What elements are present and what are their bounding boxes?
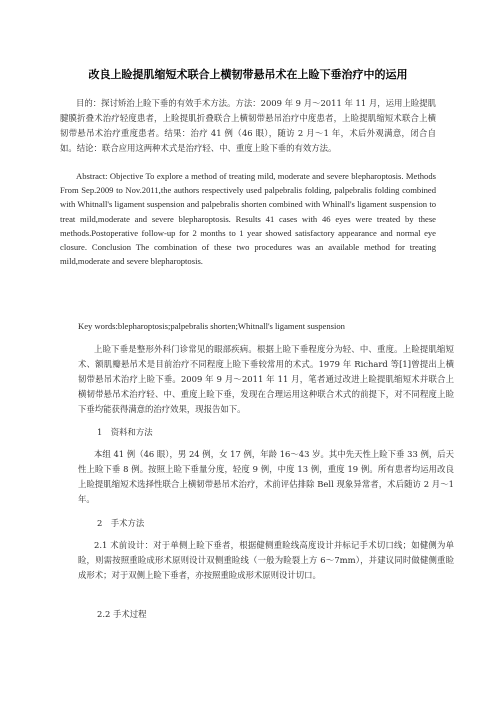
section-1-body: 本组 41 例（46 眼），男 24 例，女 17 例，年龄 16～43 岁。其中先天性上睑下垂 33 例，后天性上睑下垂 8 例。按照上睑下垂量分度，轻度 9 例，中度 13 例，重度 19 例。所有患者均运用改良上睑提肌缩短术选择性联合上横韧带悬吊术治疗，术前评估排除 Bell 现象异常者，术后随访 2 月～1 年。 <box>78 449 454 504</box>
section-1-heading: 1 资料和方法 <box>97 427 153 437</box>
keywords: Key words:blepharoptosis;palpebralis shorten;Whitnall's ligament suspension <box>78 321 345 331</box>
abstract-chinese: 目的：探讨矫治上睑下垂的有效手术方法。方法：2009 年 9 月～2011 年 11 月，运用上睑提肌腱膜折叠术治疗轻度患者，上睑提肌折叠联合上横韧带悬吊治疗中度患者，上睑提肌缩短术联合上横韧带悬吊术治疗重度患者。结果：治疗 41 例（46 眼），随访 2 月～1 年，术后外观满意，闭合自如。结论：联合应用这两种术式是治疗轻、中、重度上睑下垂的有效方法。 <box>60 98 436 153</box>
article-title: 改良上睑提肌缩短术联合上横韧带悬吊术在上睑下垂治疗中的运用 <box>88 68 408 81</box>
section-2-heading: 2 手术方法 <box>97 518 145 528</box>
section-2-1-body: 2.1 术前设计：对于单侧上睑下垂者，根据健侧重睑线高度设计并标记手术切口线；如健侧为单睑，则需按照重睑成形术原则设计双侧重睑线（一般为睑裂上方 6～7mm），并建议同时做健侧重睑成形术；对于双侧上睑下垂者，亦按照重睑成形术原则设计切口。 <box>78 540 454 580</box>
section-2-2-heading: 2.2 手术过程 <box>97 609 147 619</box>
abstract-english: Abstract: Objective To explore a method of treating mild, moderate and severe blepharoptosis. Methods From Sep.2009 to Nov.2011,the authors respectively used palpebralis folding, palpebralis folding combined with Whitnall's ligament suspension and palpebralis shorten combined with Whinall's ligament suspension to treat mild,moderate and severe blepharoptosis. Results 41 cases with 46 eyes were treated by these methods.Postoperative follow-up for 2 months to 1 year showed satisfactory appearance and normal eye closure. Conclusion The combination of these two procedures was an available method for treating mild,moderate and severe blepharoptosis. <box>60 171 436 267</box>
introduction-paragraph: 上睑下垂是整形外科门诊常见的眼部疾病。根据上睑下垂程度分为轻、中、重度。上睑提肌缩短术、额肌瓣悬吊术是目前治疗不同程度上睑下垂较常用的术式。1979 年 Richard 等[1]曾提出上横韧带悬吊术治疗上睑下垂。2009 年 9 月～2011 年 11 月，笔者通过改进上睑提肌缩短术并联合上横韧带悬吊术治疗轻、中、重度上睑下垂，发现在合理运用这种联合术式的前提下，对不同程度上睑下垂均能获得满意的治疗效果，现报告如下。 <box>78 344 454 414</box>
